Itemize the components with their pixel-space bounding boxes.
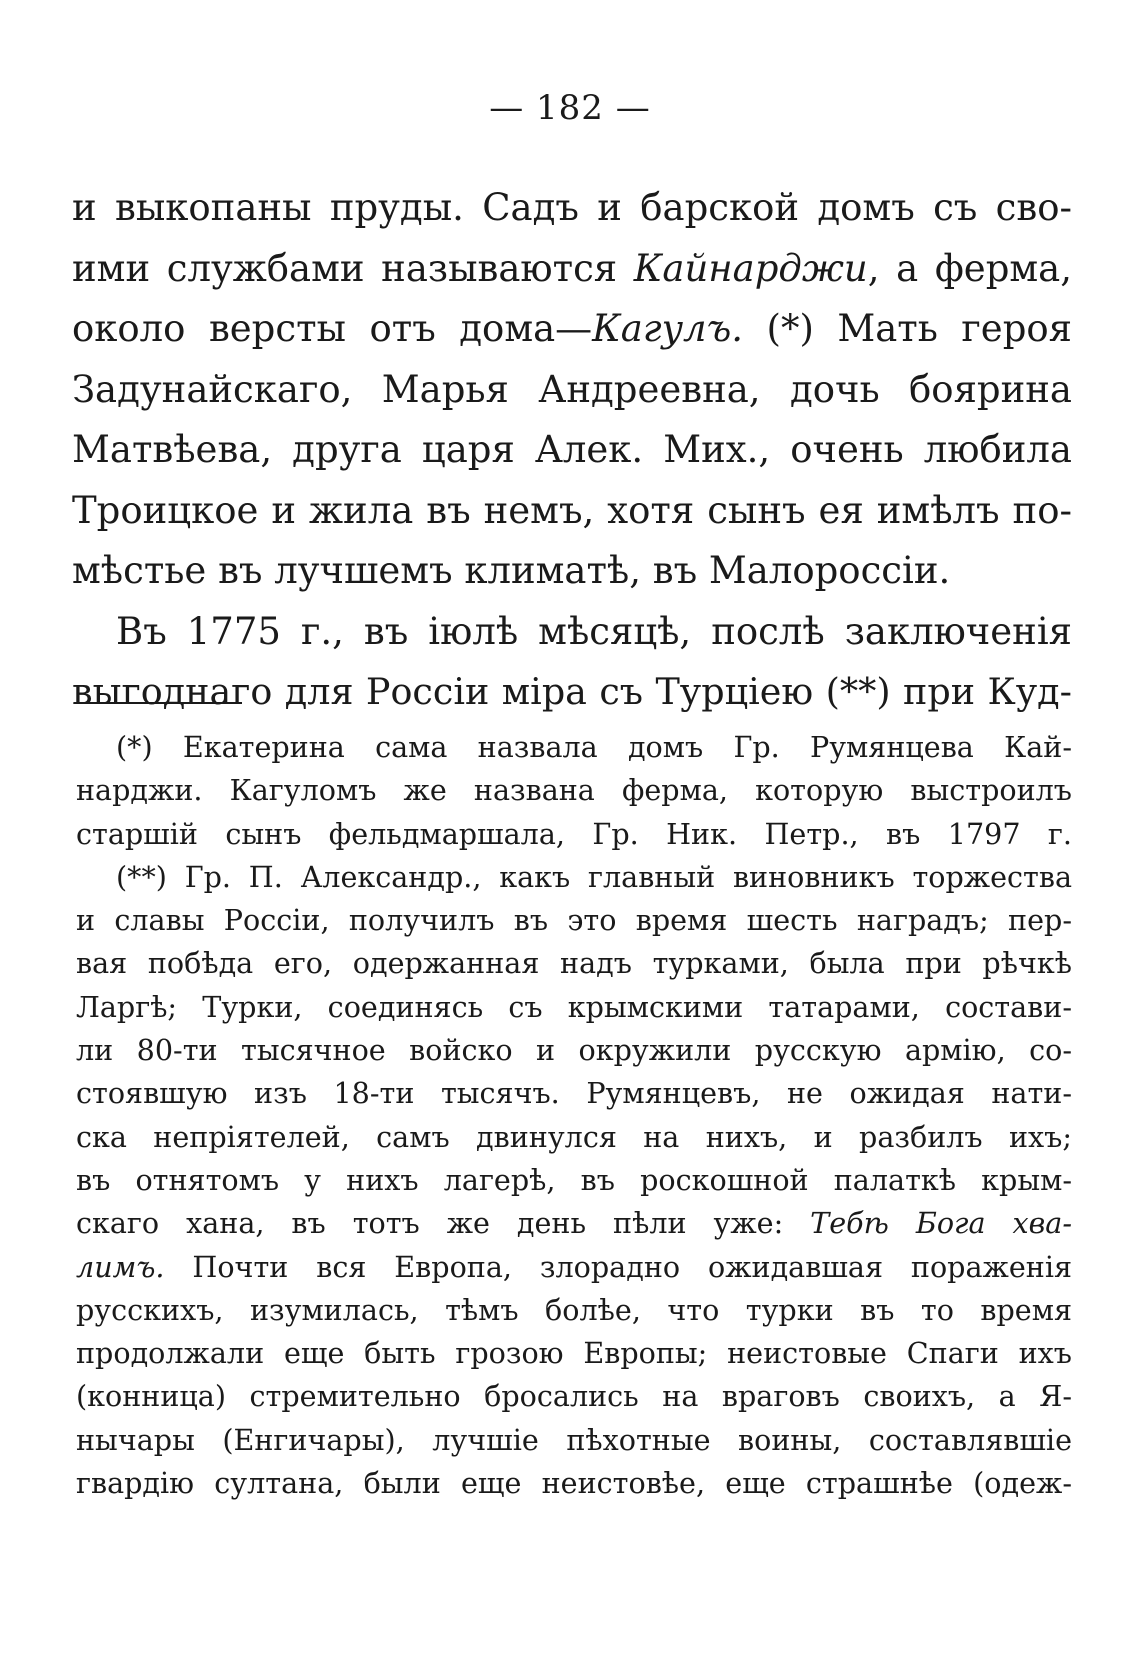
- footnote-line: и славы Россіи, получилъ въ это время шесть наградъ; пер-: [76, 903, 1072, 938]
- footnote-line: (конница) стремительно бросались на враговъ своихъ, а Я-: [76, 1379, 1072, 1414]
- footnote-line: (*) Екатерина сама назвала домъ Гр. Румянцева Кай-: [116, 730, 1072, 764]
- text-line: [72, 299, 1072, 360]
- text-line: Въ 1775 г., въ іюлѣ мѣсяцѣ, послѣ заключенія: [116, 609, 1072, 653]
- text-line: выгоднаго для Россіи міра съ Турціею (**) при Куд-: [72, 670, 1072, 713]
- footnote-line: нычары (Енгичары), лучшіе пѣхотные воины, составлявшіе: [76, 1422, 1072, 1457]
- footnote-line: ска непріятелей, самъ двинулся на нихъ, и разбилъ ихъ;: [76, 1119, 1072, 1154]
- text-run: скаго хана, въ тотъ же день пѣли уже:: [76, 1206, 811, 1241]
- footnote-line: [76, 1202, 1072, 1245]
- footnote-line: нарджи. Кагуломъ же названа ферма, которую выстроилъ: [76, 773, 1072, 808]
- text-run: около версты отъ дома—: [72, 307, 593, 350]
- footnote-line: ли 80-ти тысячное войско и окружили русскую армію, со-: [76, 1033, 1072, 1068]
- italic-name: Кайнарджи: [633, 246, 868, 290]
- footnotes: [76, 726, 1072, 1505]
- footnote-line: Ларгѣ; Турки, соединясь съ крымскими татарами, состави-: [76, 989, 1072, 1024]
- footnote-line: стоявшую изъ 18-ти тысячъ. Румянцевъ, не ожидая нати-: [76, 1076, 1072, 1111]
- text-line: Матвѣева, друга царя Алек. Мих., очень любила: [72, 428, 1072, 471]
- text-line: Троицкое и жила въ немъ, хотя сынъ ея имѣлъ по-: [72, 488, 1072, 532]
- text-line: и выкопаны пруды. Садъ и барской домъ съ сво-: [72, 186, 1072, 229]
- footnote-line: вая побѣда его, одержанная надъ турками, была при рѣчкѣ: [76, 946, 1072, 981]
- text-line: мѣстье въ лучшемъ климатѣ, въ Малороссіи.: [72, 549, 951, 592]
- footnote-line: русскихъ, изумилась, тѣмъ болѣе, что турки въ то время: [76, 1292, 1072, 1327]
- page-number: — 182 —: [489, 88, 651, 128]
- footnote-1: [76, 726, 1072, 856]
- footnote-line: въ отнятомъ у нихъ лагерѣ, въ роскошной палаткѣ крым-: [76, 1162, 1072, 1197]
- footnote-2: [76, 856, 1072, 1505]
- text-line: [72, 239, 1072, 300]
- footnote-line: продолжали еще быть грозою Европы; неистовые Спаги ихъ: [76, 1336, 1072, 1371]
- footnote-line: [76, 1246, 1072, 1289]
- italic-name: Кагулъ.: [592, 307, 744, 350]
- paragraph-2: [72, 602, 1072, 723]
- text-run: (*) Мать героя: [743, 307, 1072, 350]
- paragraph-1: [72, 178, 1072, 602]
- footnote-separator: [74, 702, 242, 704]
- footnote-line: (**) Гр. П. Александр., какъ главный виновникъ торжества: [116, 859, 1072, 894]
- text-run: Почти вся Европа, злорадно ожидавшая пораженія: [164, 1249, 1072, 1284]
- footnote-line: старшій сынъ фельдмаршала, Гр. Ник. Петр., въ 1797 г.: [76, 816, 1072, 851]
- text-line: Задунайскаго, Марья Андреевна, дочь боярина: [72, 367, 1072, 411]
- text-run: , а ферма,: [867, 246, 1072, 290]
- italic-quote: Тебѣ Бога хва-: [810, 1206, 1072, 1241]
- italic-quote: лимъ.: [76, 1249, 165, 1284]
- text-run: ими службами называются: [72, 246, 634, 290]
- footnote-line: гвардію султана, были еще неистовѣе, еще страшнѣе (одеж-: [76, 1466, 1072, 1501]
- main-text: [72, 178, 1072, 723]
